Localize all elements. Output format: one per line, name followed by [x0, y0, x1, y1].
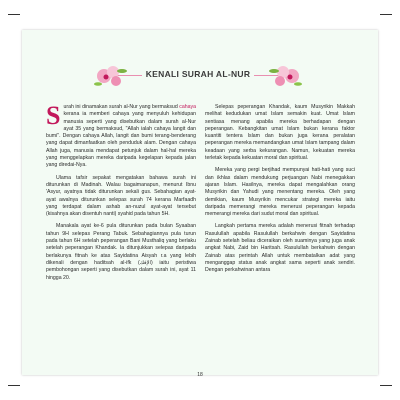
right-column: [205, 104, 355, 280]
page-title: [98, 69, 298, 79]
page-number: 18: [197, 372, 203, 378]
paragraph: Ulama tafsir sepakat mengatakan bahawa surah ini diturunkan di Madinah. Walau bagaimanapun, menurut Ibnu 'Asyur, ayatnya tidak diturunkan sekali gus. Sebahagian ayat-ayat awalnya diturunkan selepas surah 74 kerana Marfaadh yang terdapat dalam ashab an-nuzul ayat-ayat tersebut (kisahnya akan disentuh nanti) syahid pada tahun 5H.: [46, 174, 196, 218]
paragraph: Manakala ayat ke-6 pula diturunkan pada bulan Syaaban tahun 9H selepas Perang Tabuk. Sebahagiannya pula turun pada tahun 6H setelah peperangan Bani Musthaliq yang berlaku setelah peperangan Khandak. Ia ditunjukkan selepas daripada berlakunya fitnah ke atas Sayidatina Aisyah r.a yang lebih dikenali dengan haditsah al-ifk (الإفك) iaitu peristiwa pembohongan seperti yang disebutkan dalam surah ini, ayat 11 hingga 20.: [46, 223, 196, 281]
crop-mark-top-left: [8, 14, 20, 15]
paragraph: [46, 101, 196, 170]
crop-mark-top-right: [380, 14, 392, 15]
highlighted-word: cahaya: [179, 104, 196, 110]
paragraph: Mereka yang pergi berjihad mempunyai hati-hati yang suci dan ikhlas dalam mendukung perjuangan Nabi menegakkan ajaran Islam. Hasilnya, mereka dapat mengalahkan orang Musyrikin dan Yahudi yang menentang mereka. Oleh yang demikian, kaum Musyrikin mencukar strategi mereka iaitu daripada memerangi mereka menerusi peperangan kepada memerangi mereka dari sudut moral dan spiritual.: [205, 167, 355, 218]
crop-mark-bottom-right: [380, 385, 392, 386]
left-column: [46, 101, 196, 287]
paragraph-text: kerana ia memberi cahaya yang menyuluh kehidupan manusia seperti yang disebutkan dalam surah al-Nur ayat 35 yang bermaksud, "Allah ialah cahaya langit dan bumi". Dengan cahaya Allah, langit dan bumi terang-benderang yang dapat dimanfaatkan oleh penduduk alam. Dengan cahaya Allah juga, manusia mendapat petunjuk dalam hal-hal mereka yang menggelapkan mereka daripada kegelapan kepada jalan yang diredai-Nya.: [46, 111, 196, 169]
paragraph-text: urah ini dinamakan surah al-Nur yang bermaksud: [63, 104, 180, 110]
page-title-text: KENALI SURAH AL-NUR: [142, 69, 255, 79]
crop-mark-bottom-left: [8, 385, 20, 386]
paragraph: Langkah pertama mereka adalah menerusi fitnah terhadap Rasulullah apabila Rasulullah berkahwin dengan Sayidatina Zainab setelah beliau diceraikan oleh suaminya yang juga anak angkat Nabi, Zaid bin Haritsah. Rasulullah berkahwin dengan Zainab atas perintah Allah untuk membatalkan adat yang menganggap status anak angkat sama seperti anak sendiri. Dengan perkahwinan antara: [205, 223, 355, 274]
drop-cap: S: [46, 101, 61, 130]
paragraph: Selepas peperangan Khandak, kaum Musyrikin Makkah melihat kedudukan umat Islam semakin kuat. Umat Islam sentiasa menang apabila mereka berhadapan dengan peperangan. Kebangkitan umat Islam bukan kerana faktor kuantiti tentera Islam dan bukan juga kerana peralatan peperangan mereka memandangkan umat Islam tampang dalam keadaan yang serba kekurangan. Namun, kekuatan mereka terletak kepada kekuatan moral dan spiritual.: [205, 104, 355, 162]
section-banner: [98, 56, 298, 92]
